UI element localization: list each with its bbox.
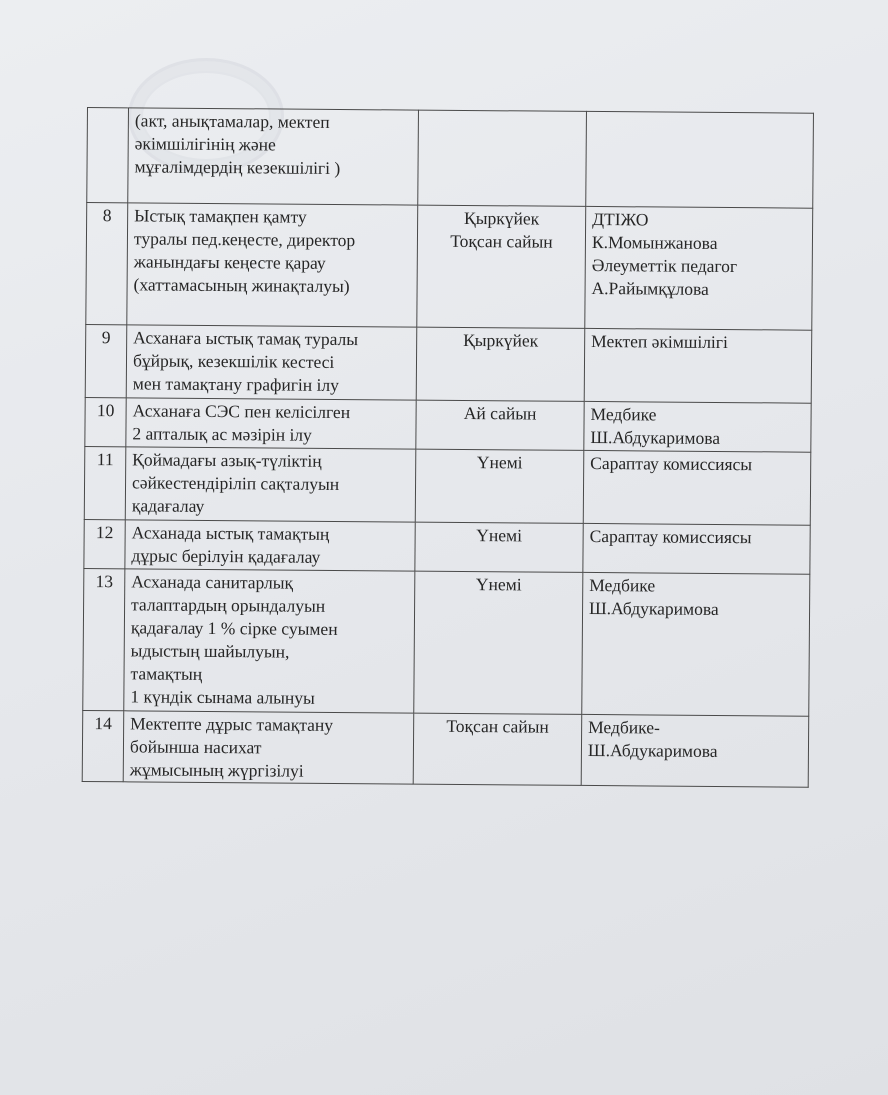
responsible-cell: [584, 401, 811, 452]
responsible-cell: [584, 328, 812, 403]
responsible-line: Әлеуметтік педагог: [591, 254, 738, 277]
responsible-line: Медбике-: [588, 716, 660, 738]
plan-table-body: [82, 108, 813, 788]
task-line: талаптардың орындалуын: [131, 594, 326, 616]
responsible-line: А.Райымқұлова: [591, 277, 709, 299]
deadline-cell: [417, 205, 586, 328]
task-line: Қоймадағы азық-түліктің: [132, 449, 322, 471]
deadline-cell: [415, 449, 584, 523]
row-number: 9: [85, 324, 127, 397]
row-number: 12: [84, 519, 125, 568]
table-row: [86, 203, 813, 331]
deadline-line: Үнемі: [475, 574, 522, 595]
deadline-cell: [416, 327, 585, 401]
responsible-cell: [583, 450, 811, 525]
task-line: бұйрық, кезекшілік кестесі: [132, 350, 335, 372]
responsible-cell: [581, 714, 809, 787]
task-cell: [127, 203, 418, 327]
task-line: 1 күндік сынама алынуы: [130, 686, 315, 708]
task-cell: [126, 398, 416, 449]
task-line: сәйкестендіріліп сақталуын: [131, 472, 340, 494]
task-line: жанындағы кеңесте қарау: [133, 251, 326, 273]
responsible-line: К.Момынжанова: [591, 231, 718, 253]
row-number: 8: [86, 203, 128, 325]
responsible-cell: [583, 523, 810, 574]
task-cell: [126, 325, 417, 400]
table-row: [84, 519, 810, 574]
deadline-line: Тоқсан сайын: [450, 230, 553, 252]
deadline-cell: [414, 571, 583, 714]
plan-table: [82, 107, 814, 788]
task-cell: [128, 108, 419, 205]
row-number: 10: [85, 397, 126, 446]
responsible-line: Ш.Абдукаримова: [589, 597, 719, 619]
responsible-line: Медбике: [590, 403, 657, 425]
deadline-line: Ай сайын: [463, 402, 537, 424]
task-line: қадағалау 1 % сірке суымен: [130, 617, 338, 639]
task-line: Асханаға СЭС пен келісілген: [132, 400, 351, 423]
task-line: Асханада санитарлық: [131, 571, 294, 593]
responsible-line: ДТІЖО: [592, 208, 649, 230]
row-number: 14: [82, 710, 124, 781]
deadline-cell: [416, 400, 584, 450]
deadline-cell: [415, 522, 583, 572]
task-line: ыдыстың шайылуын,: [130, 640, 290, 662]
deadline-line: Тоқсан сайын: [446, 715, 549, 737]
responsible-line: Мектеп әкімшілігі: [591, 330, 728, 353]
task-cell: [125, 447, 416, 522]
task-line: мұғалімдердің кезекшілігі ): [134, 156, 341, 178]
task-line: Асханада ыстық тамақтың: [131, 522, 330, 544]
task-cell: [124, 569, 415, 713]
table-row: [82, 710, 809, 787]
responsible-cell: [585, 206, 813, 330]
table-row: [87, 108, 814, 209]
task-cell: [123, 711, 414, 784]
task-line: қадағалау: [131, 495, 205, 516]
deadline-line: Үнемі: [476, 525, 523, 546]
responsible-line: Ш.Абдукаримова: [587, 739, 718, 761]
row-number: 13: [83, 568, 125, 710]
task-line: 2 апталық ас мәзірін ілу: [132, 423, 312, 445]
responsible-line: Медбике: [589, 574, 656, 596]
responsible-cell: [582, 572, 810, 716]
task-line: бойынша насихат: [129, 736, 262, 758]
responsible-cell: [586, 111, 814, 208]
task-line: әкімшілігінің және: [134, 133, 276, 155]
table-row: [84, 446, 811, 525]
responsible-line: Сараптау комиссиясы: [589, 525, 752, 548]
table-row: [85, 324, 812, 403]
row-number: 11: [84, 446, 126, 519]
deadline-line: Қыркүйек: [464, 207, 540, 229]
task-line: (акт, анықтамалар, мектеп: [134, 110, 330, 132]
deadline-line: Қыркүйек: [463, 329, 539, 351]
task-line: тамақтың: [130, 663, 203, 684]
table-row: [83, 568, 810, 716]
task-line: дұрыс берілуін қадағалау: [131, 545, 321, 567]
table-row: [85, 397, 811, 452]
deadline-cell: [418, 110, 587, 206]
row-number: [87, 108, 129, 203]
task-cell: [125, 520, 415, 571]
deadline-cell: [413, 713, 582, 785]
responsible-line: Сараптау комиссиясы: [590, 452, 753, 475]
responsible-line: Ш.Абдукаримова: [590, 426, 721, 448]
task-line: Асханаға ыстық тамақ туралы: [133, 327, 359, 350]
task-line: мен тамақтану графигін ілу: [132, 373, 339, 395]
task-line: жұмысының жүргізілуі: [129, 759, 304, 781]
task-line: туралы пед.кеңесте, директор: [133, 228, 356, 251]
task-line: Ыстық тамақпен қамту: [134, 205, 307, 227]
deadline-line: Үнемі: [476, 452, 523, 473]
task-line: Мектепте дұрыс тамақтану: [130, 713, 334, 735]
task-line: (хаттамасының жинақталуы): [133, 274, 350, 297]
